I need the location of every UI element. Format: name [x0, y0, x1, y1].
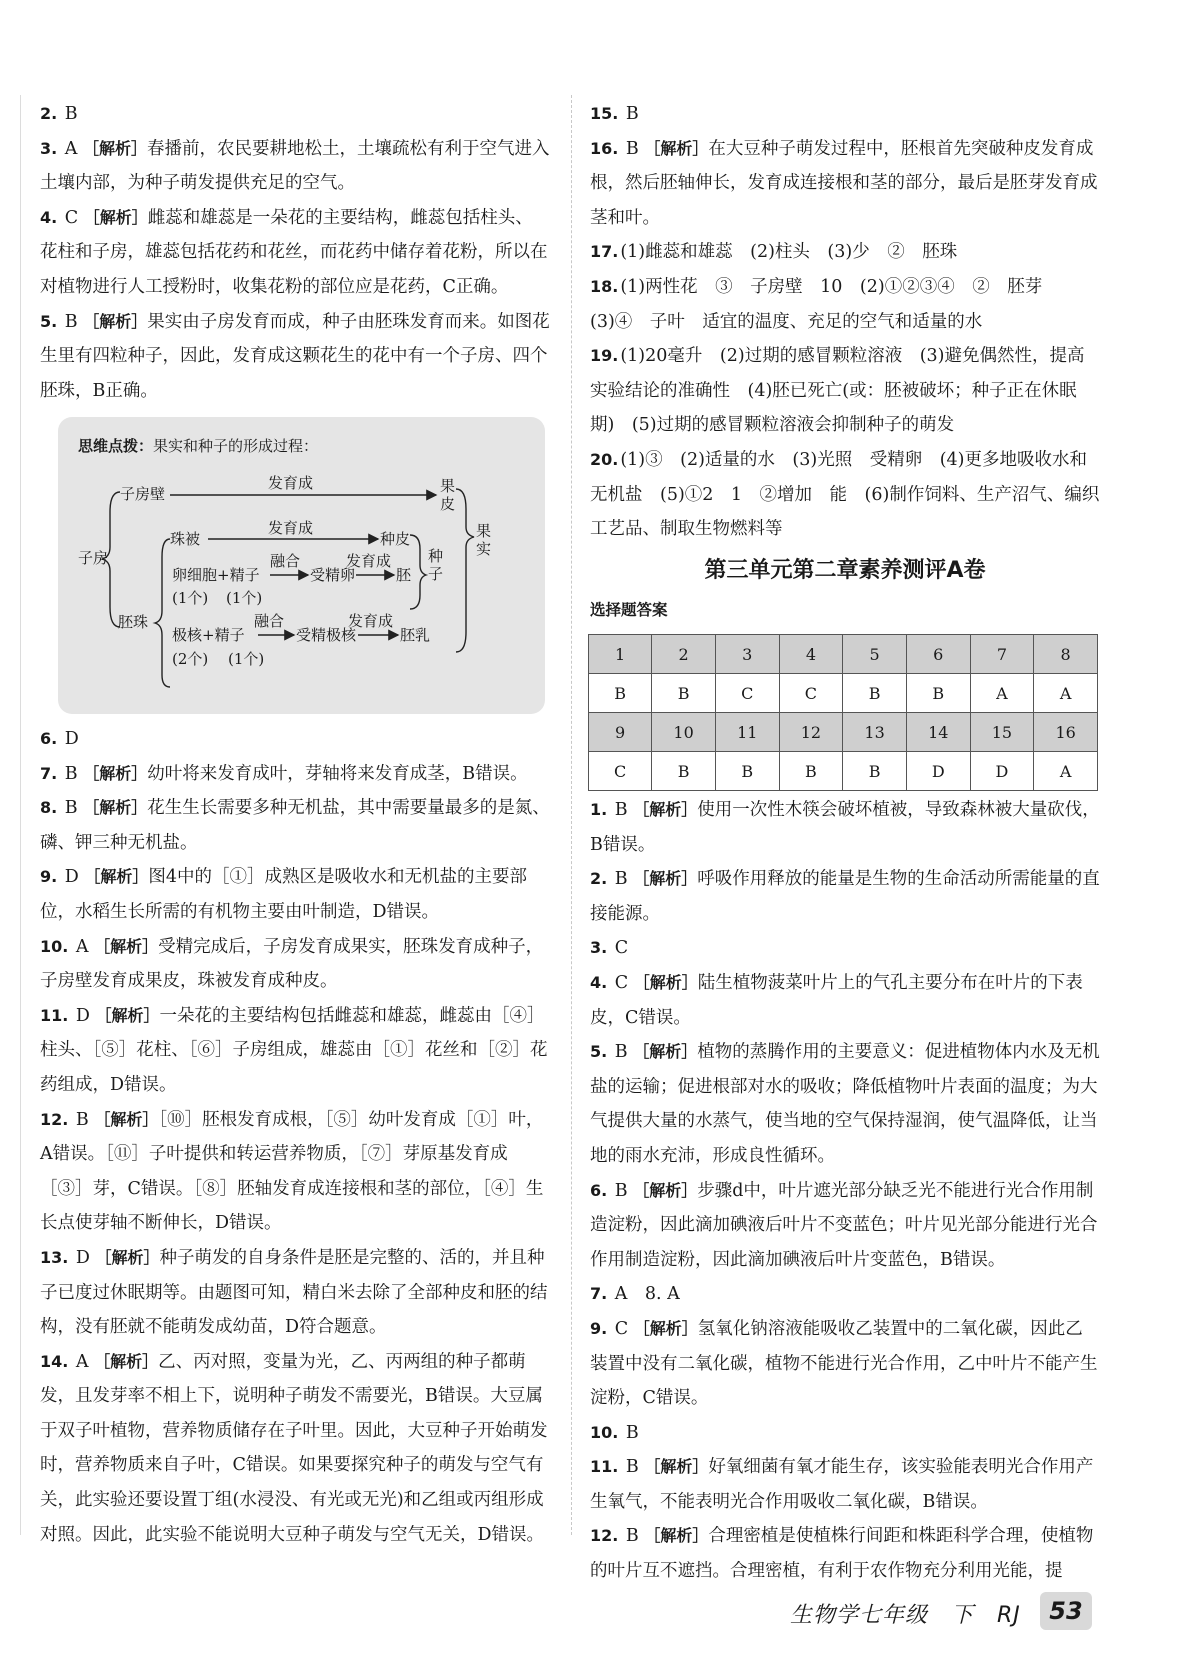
- table-cell: 11: [715, 713, 779, 752]
- test-item-9: [590, 1312, 1100, 1416]
- item-answer: B: [609, 1042, 634, 1063]
- test-item-3: [590, 931, 1100, 966]
- item-answer: B: [59, 311, 84, 332]
- table-cell: 8: [1034, 635, 1098, 674]
- table-cell: B: [652, 674, 716, 713]
- item-text: 好氧细菌有氧才能生存，该实验能表明光合作用产生氧气，不能表明光合作用吸收二氧化碳，B错误。: [590, 1457, 1094, 1512]
- diagram-lines: [58, 417, 545, 714]
- analysis-tag: ［解析］: [82, 138, 147, 158]
- answer-item-2: [40, 97, 550, 132]
- item-text: 春播前，农民要耕地松土，土壤疏松有利于空气进入土壤内部，为种子萌发提供充足的空气。: [40, 138, 550, 194]
- answer-item-7: [40, 757, 550, 792]
- label-zifang: 子房: [78, 549, 109, 567]
- label-zhongzi: 种子: [428, 547, 444, 583]
- answer-item-4: [40, 201, 550, 305]
- label-zhubei: 珠被: [170, 530, 201, 548]
- table-row-answers-1: [589, 674, 1098, 713]
- analysis-tag: ［解析］: [95, 1247, 160, 1267]
- left-column-top: [40, 97, 550, 408]
- table-cell: B: [906, 674, 970, 713]
- item-answer: C: [59, 207, 84, 228]
- table-cell: B: [779, 752, 843, 791]
- item-text: 步骤d中，叶片遮光部分缺乏光不能进行光合作用制造淀粉，因此滴加碘液后叶片不变蓝色；叶片见光部分能进行光合作用制造淀粉，因此滴加碘液后叶片变蓝色，B错误。: [590, 1180, 1098, 1270]
- table-cell: 16: [1034, 713, 1098, 752]
- item-text: B: [620, 104, 639, 124]
- item-answer: A: [70, 936, 95, 957]
- footer-book-title: 生物学七年级 下 RJ: [790, 1603, 1021, 1628]
- item-number: 12.: [40, 1109, 69, 1129]
- label-guoshi: 果实: [476, 522, 492, 558]
- item-number: 8.: [40, 798, 58, 818]
- answer-item-11: [40, 999, 550, 1103]
- analysis-tag: ［解析］: [633, 800, 698, 819]
- item-text: ［⑩］胚根发育成根，［⑤］幼叶发育成［①］叶，A错误。［⑪］子叶提供和转运营养物质，［⑦］芽原基发育成［③］芽，C错误。［⑧］胚轴发育成连接根和茎的部位，［④］生长点使芽轴不断伸长，D错误。: [40, 1109, 544, 1234]
- item-answer: B: [620, 138, 645, 159]
- table-cell: 7: [970, 635, 1034, 674]
- item-answer: B: [609, 1180, 634, 1201]
- item-text: 氢氧化钠溶液能吸收乙装置中的二氧化碳，因此乙装置中没有二氧化碳，植物不能进行光合作用，乙中叶片不能产生淀粉，C错误。: [590, 1318, 1098, 1409]
- table-cell: A: [1034, 674, 1098, 713]
- label-shoujingjihe: 受精极核: [296, 626, 357, 644]
- section-title: 第三单元第二章素养测评A卷: [704, 558, 986, 583]
- item-number: 7.: [590, 1284, 608, 1304]
- item-number: 4.: [40, 207, 58, 227]
- item-text: 使用一次性木筷会破坏植被，导致森林被大量砍伐，B错误。: [590, 800, 1100, 855]
- item-answer: B: [609, 869, 634, 890]
- column-divider: [571, 95, 572, 1535]
- analysis-tag: ［解析］: [633, 1180, 698, 1200]
- table-cell: A: [1034, 752, 1098, 791]
- page-margin-line: [20, 95, 21, 1535]
- fruit-seed-formation-diagram: [58, 417, 545, 714]
- item-text: 乙、丙对照，变量为光，乙、丙两组的种子都萌发，且发芽率不相上下，说明种子萌发不需要光，B错误。大豆属于双子叶植物，营养物质储存在子叶里。因此，大豆种子开始萌发时，营养物质来自子叶，C错误。如果要探究种子的萌发与空气有关，此实验还要设置丁组(水浸没、有光或无光)和乙组或丙组形成对照。因此，此实验不能说明大豆种子萌发与空气无关，D错误。: [40, 1351, 548, 1545]
- label-jihe: 极核+精子: [172, 626, 245, 644]
- item-text: 雌蕊和雄蕊是一朵花的主要结构，雌蕊包括柱头、花柱和子房，雄蕊包括花药和花丝，而花药中储存着花粉，所以在对植物进行人工授粉时，收集花粉的部位应是花药，C正确。: [40, 207, 548, 297]
- answer-item-10: [40, 930, 550, 999]
- table-cell: A: [970, 674, 1034, 713]
- answer-item-9: [40, 860, 550, 929]
- analysis-tag: ［解析］: [644, 1457, 709, 1477]
- answer-item-3: [40, 132, 550, 201]
- analysis-tag: ［解析］: [83, 798, 148, 818]
- answer-item-5: [40, 305, 550, 409]
- label-zhongpi: 种皮: [380, 530, 411, 548]
- item-text: D: [59, 729, 79, 749]
- item-number: 5.: [40, 311, 58, 331]
- analysis-tag: ［解析］: [633, 869, 698, 889]
- analysis-tag: ［解析］: [83, 311, 148, 331]
- test-item-6: [590, 1174, 1100, 1278]
- item-text: 在大豆种子萌发过程中，胚根首先突破种皮发育成根，然后胚轴伸长，发育成连接根和茎的部分，最后是胚芽发育成茎和叶。: [590, 138, 1098, 228]
- item-text: (1)雌蕊和雄蕊 (2)柱头 (3)少 ② 胚珠: [620, 242, 958, 263]
- analysis-tag: ［解析］: [95, 1005, 160, 1025]
- item-number: 5.: [590, 1042, 608, 1062]
- item-number: 12.: [590, 1526, 619, 1546]
- label-fayucheng-3: 发育成: [346, 552, 392, 570]
- label-ronghe-2: 融合: [254, 612, 285, 630]
- right-column-bottom: [590, 793, 1100, 1589]
- label-luanxibao: 卵细胞+精子: [172, 566, 260, 584]
- left-column-bottom: [40, 722, 550, 1552]
- item-text: 植物的蒸腾作用的主要意义：促进植物体内水及无机盐的运输；促进根部对水的吸收；降低植物叶片表面的温度；为大气提供大量的水蒸气，使当地的空气保持湿润，使气温降低，让当地的雨水充沛，形成良性循环。: [590, 1042, 1100, 1166]
- table-cell: 6: [906, 635, 970, 674]
- table-row-numbers-2: [589, 713, 1098, 752]
- answer-item-20: [590, 443, 1100, 547]
- item-text: B: [620, 1422, 639, 1443]
- table-cell: B: [843, 674, 907, 713]
- table-cell: 14: [906, 713, 970, 752]
- item-text: B: [59, 104, 78, 124]
- item-text: 幼叶将来发育成叶，芽轴将来发育成茎，B错误。: [147, 763, 528, 784]
- analysis-tag: ［解析］: [633, 1042, 698, 1062]
- table-cell: 15: [970, 713, 1034, 752]
- table-cell: 12: [779, 713, 843, 752]
- item-answer: C: [609, 1318, 634, 1339]
- item-answer: B: [620, 1526, 645, 1547]
- item-text: 果实由子房发育而成，种子由胚珠发育而来。如图花生里有四粒种子，因此，发育成这颗花生的花中有一个子房、四个胚珠，B正确。: [40, 311, 550, 401]
- table-cell: D: [906, 752, 970, 791]
- table-cell: 1: [589, 635, 652, 674]
- item-text: 花生生长需要多种无机盐，其中需要量最多的是氮、磷、钾三种无机盐。: [40, 798, 550, 853]
- answer-item-16: [590, 132, 1100, 236]
- label-yige-1: (1个): [172, 589, 209, 607]
- test-item-1: [590, 793, 1100, 862]
- item-number: 10.: [40, 936, 69, 956]
- label-peizhu: 胚珠: [118, 613, 149, 631]
- table-cell: B: [715, 752, 779, 791]
- diagram-title-rest: 果实和种子的形成过程：: [153, 437, 319, 455]
- item-text: 一朵花的主要结构包括雌蕊和雄蕊，雌蕊由［④］柱头、［⑤］花柱、［⑥］子房组成，雄蕊由［①］花丝和［②］花药组成，D错误。: [40, 1005, 548, 1095]
- item-number: 9.: [40, 867, 58, 887]
- table-cell: C: [715, 674, 779, 713]
- item-number: 20.: [590, 449, 619, 469]
- item-text: A 8. A: [609, 1284, 680, 1305]
- table-cell: 13: [843, 713, 907, 752]
- analysis-tag: ［解析］: [633, 972, 698, 992]
- table-cell: C: [589, 752, 652, 791]
- test-item-2: [590, 862, 1100, 931]
- label-liangge: (2个): [172, 650, 209, 668]
- item-number: 7.: [40, 763, 58, 783]
- item-text: (1)两性花 ③ 子房壁 10 (2)①②③④ ② 胚芽 (3)④ 子叶 适宜的温度、充足的空气和适量的水: [590, 276, 1060, 332]
- item-text: C: [609, 938, 629, 959]
- page-number: 53: [1040, 1592, 1092, 1630]
- item-number: 18.: [590, 276, 619, 296]
- item-answer: B: [620, 1457, 645, 1478]
- answer-item-18: [590, 270, 1100, 339]
- item-answer: D: [59, 867, 85, 888]
- table-cell: B: [589, 674, 652, 713]
- answer-item-6: [40, 722, 550, 757]
- item-number: 2.: [590, 869, 608, 889]
- item-number: 14.: [40, 1351, 69, 1371]
- item-answer: B: [70, 1109, 95, 1130]
- label-fayucheng-4: 发育成: [348, 612, 394, 630]
- table-cell: 9: [589, 713, 652, 752]
- item-number: 4.: [590, 972, 608, 992]
- item-answer: B: [609, 800, 634, 820]
- item-number: 6.: [590, 1180, 608, 1200]
- label-zifangbi: 子房壁: [120, 485, 166, 503]
- item-text: (1)20毫升 (2)过期的感冒颗粒溶液 (3)避免偶然性，提高实验结论的准确性 (4)胚已死亡(或：胚被破坏；种子正在休眠期) (5)过期的感冒颗粒溶液会抑制种子的萌发: [590, 346, 1085, 436]
- table-row-numbers-1: [589, 635, 1098, 674]
- table-cell: 3: [715, 635, 779, 674]
- test-item-12: [590, 1519, 1100, 1588]
- analysis-tag: ［解析］: [94, 936, 159, 956]
- table-cell: 2: [652, 635, 716, 674]
- item-number: 10.: [590, 1422, 619, 1442]
- item-number: 15.: [590, 104, 619, 123]
- analysis-tag: ［解析］: [94, 1109, 159, 1129]
- analysis-tag: ［解析］: [644, 138, 709, 158]
- label-yige-2: (1个): [226, 589, 263, 607]
- table-cell: B: [652, 752, 716, 791]
- item-text: 受精完成后，子房发育成果实，胚珠发育成种子，子房壁发育成果皮，珠被发育成种皮。: [40, 936, 544, 992]
- table-cell: B: [843, 752, 907, 791]
- item-number: 17.: [590, 242, 619, 262]
- item-number: 19.: [590, 346, 619, 366]
- diagram-title-bold: 思维点拨：: [78, 437, 154, 455]
- item-number: 9.: [590, 1318, 608, 1338]
- item-answer: A: [59, 138, 83, 159]
- label-fayucheng-2: 发育成: [268, 519, 314, 537]
- item-answer: D: [70, 1247, 96, 1268]
- label-yige-3: (1个): [228, 650, 265, 668]
- analysis-tag: ［解析］: [83, 763, 148, 783]
- item-number: 1.: [590, 800, 608, 819]
- answer-item-15: [590, 97, 1100, 132]
- item-number: 3.: [40, 138, 58, 158]
- analysis-tag: ［解析］: [94, 1351, 159, 1371]
- label-ronghe-1: 融合: [270, 552, 301, 570]
- analysis-tag: ［解析］: [633, 1318, 698, 1338]
- item-text: (1)③ (2)适量的水 (3)光照 受精卵 (4)更多地吸收水和无机盐 (5)①2 1 ②增加 能 (6)制作饲料、生产沼气、编织工艺品、制取生物燃料等: [590, 449, 1100, 540]
- table-cell: 4: [779, 635, 843, 674]
- answer-item-19: [590, 339, 1100, 443]
- sub-title: 选择题答案: [590, 601, 668, 619]
- item-answer: B: [59, 798, 84, 819]
- item-answer: C: [609, 972, 634, 993]
- answer-table: [588, 634, 1098, 791]
- item-answer: D: [70, 1005, 96, 1026]
- item-answer: B: [59, 763, 84, 784]
- table-cell: 10: [652, 713, 716, 752]
- label-peiru: 胚乳: [400, 626, 431, 644]
- test-item-10: [590, 1416, 1100, 1451]
- item-number: 3.: [590, 938, 608, 958]
- label-fayucheng-1: 发育成: [268, 474, 314, 492]
- label-guopi: 果皮: [440, 477, 456, 513]
- item-text: 种子萌发的自身条件是胚是完整的、活的，并且种子已度过休眠期等。由题图可知，精白米去除了全部种皮和胚的结构，没有胚就不能萌发成幼苗，D符合题意。: [40, 1247, 548, 1338]
- analysis-tag: ［解析］: [644, 1526, 709, 1546]
- item-number: 6.: [40, 729, 58, 748]
- label-shoujingluan: 受精卵: [310, 566, 356, 584]
- table-cell: C: [779, 674, 843, 713]
- test-item-4: [590, 966, 1100, 1035]
- answer-item-17: [590, 235, 1100, 270]
- test-item-7-8: [590, 1277, 1100, 1312]
- item-number: 2.: [40, 104, 58, 123]
- answer-item-8: [40, 791, 550, 860]
- item-text: 图4中的［①］成熟区是吸收水和无机盐的主要部位，水稻生长所需的有机物主要由叶制造，D错误。: [40, 867, 528, 922]
- item-number: 11.: [590, 1457, 619, 1477]
- item-text: 呼吸作用释放的能量是生物的生命活动所需能量的直接能源。: [590, 869, 1100, 924]
- test-item-11: [590, 1450, 1100, 1519]
- item-number: 16.: [590, 138, 619, 158]
- right-column-top: [590, 97, 1100, 547]
- label-pei: 胚: [396, 566, 412, 584]
- table-cell: 5: [843, 635, 907, 674]
- item-answer: A: [70, 1351, 95, 1372]
- analysis-tag: ［解析］: [84, 867, 149, 887]
- item-text: 合理密植是使植株行间距和株距科学合理，使植物的叶片互不遮挡。合理密植，有利于农作物充分利用光能，提: [590, 1526, 1094, 1582]
- test-item-5: [590, 1035, 1100, 1173]
- answer-item-12: [40, 1103, 550, 1241]
- answer-item-13: [40, 1241, 550, 1345]
- answer-item-14: [40, 1345, 550, 1553]
- table-row-answers-2: [589, 752, 1098, 791]
- item-text: 陆生植物菠菜叶片上的气孔主要分布在叶片的下表皮，C错误。: [590, 972, 1083, 1028]
- analysis-tag: ［解析］: [83, 207, 148, 227]
- item-number: 13.: [40, 1247, 69, 1267]
- item-number: 11.: [40, 1005, 69, 1025]
- table-cell: D: [970, 752, 1034, 791]
